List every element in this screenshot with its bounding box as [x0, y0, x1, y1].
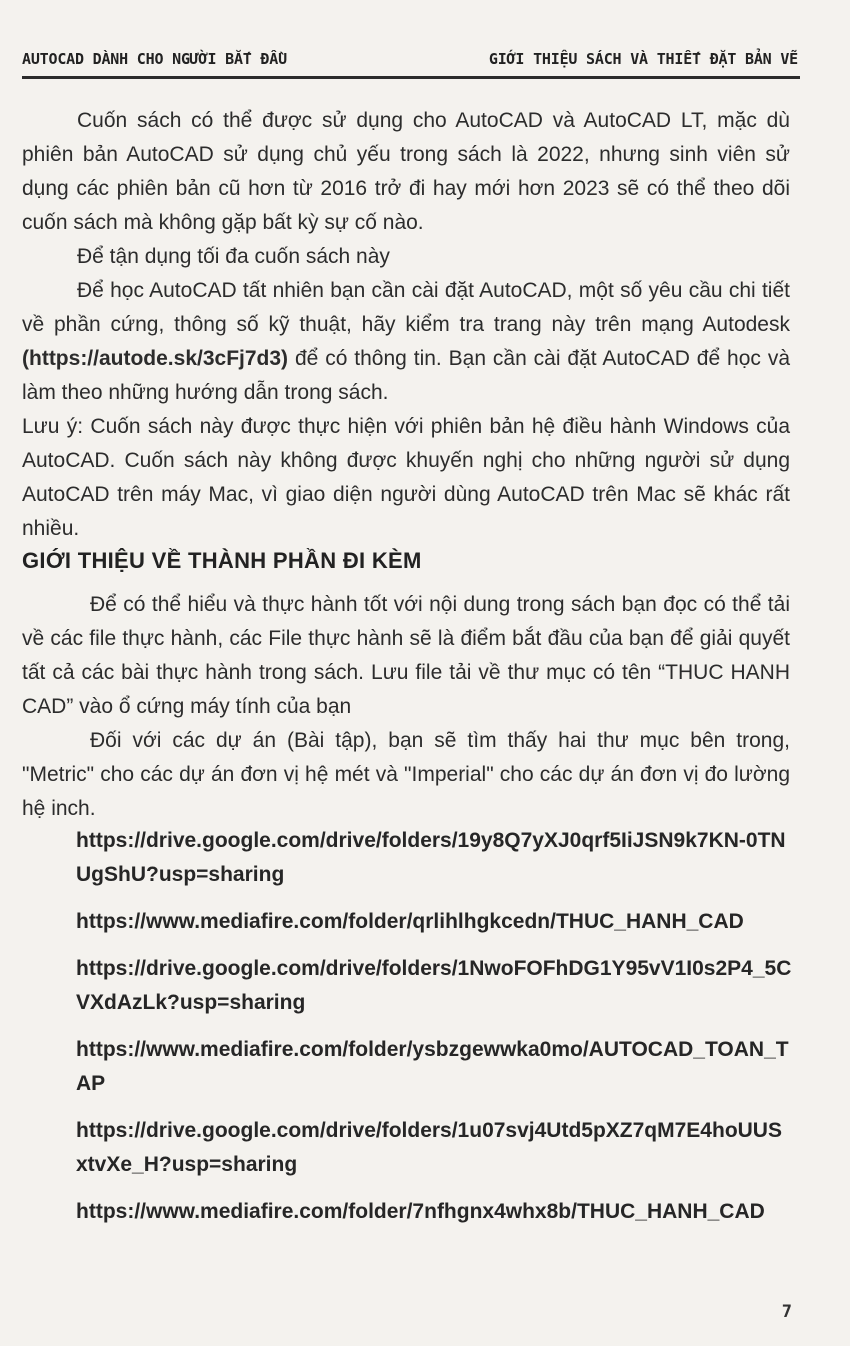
intro-paragraph: Cuốn sách có thể được sử dụng cho AutoCAD và AutoCAD LT, mặc dù phiên bản AutoCAD sử dụng chủ yếu trong sách là 2022, nhưng sinh viên sử dụng các phiên bản cũ hơn từ 2016 trở đi hay mới hơn 2023 sẽ có thể theo dõi cuốn sách mà không gặp bất kỳ sự cố nào. [22, 109, 790, 234]
download-paragraph: Để có thể hiểu và thực hành tốt với nội dung trong sách bạn đọc có thể tải về các file thực hành, các File thực hành sẽ là điểm bắt đầu của bạn để giải quyết tất cả các bài thực hành trong sách. Lưu file tải về thư mục có tên “THUC HANH CAD” vào ổ cứng máy tính của bạn [22, 593, 790, 718]
install-text-after: để có thông tin. Bạn cần cài đặt AutoCAD để học và làm theo những hướng dẫn trong sách. [22, 347, 790, 404]
link-google-drive-1[interactable]: https://drive.google.com/drive/folders/19y8Q7yXJ0qrf5IiJSN9k7KN-0TNUgShU?usp=sharing [76, 829, 786, 886]
components-section [22, 588, 790, 826]
header-book-title: AUTOCAD DÀNH CHO NGƯỜI BẮT ĐẦU [22, 50, 287, 68]
link-mediafire-2[interactable]: https://www.mediafire.com/folder/ysbzgewwka0mo/AUTOCAD_TOAN_TAP [76, 1038, 789, 1095]
install-paragraph [22, 274, 790, 410]
link-google-drive-3[interactable]: https://drive.google.com/drive/folders/1u07svj4Utd5pXZ7qM7E4hoUUSxtvXe_H?usp=sharing [76, 1119, 782, 1176]
download-links [76, 824, 792, 1242]
intro-section [22, 104, 790, 546]
link-mediafire-3[interactable]: https://www.mediafire.com/folder/7nfhgnx4whx8b/THUC_HANH_CAD [76, 1200, 765, 1223]
link-google-drive-2[interactable]: https://drive.google.com/drive/folders/1NwoFOFhDG1Y95vV1I0s2P4_5CVXdAzLk?usp=sharing [76, 957, 792, 1014]
subheading-make-most: Để tận dụng tối đa cuốn sách này [77, 245, 390, 268]
section-heading: GIỚI THIỆU VỀ THÀNH PHẦN ĐI KÈM [22, 548, 422, 573]
install-text-before: Để học AutoCAD tất nhiên bạn cần cài đặt AutoCAD, một số yêu cầu chi tiết về phần cứng, thông số kỹ thuật, hãy kiểm tra trang này trên mạng Autodesk [22, 279, 790, 336]
link-mediafire-1[interactable]: https://www.mediafire.com/folder/qrlihlhgkcedn/THUC_HANH_CAD [76, 910, 744, 933]
autodesk-link[interactable]: (https://autode.sk/3cFj7d3) [22, 347, 289, 370]
projects-paragraph: Đối với các dự án (Bài tập), bạn sẽ tìm thấy hai thư mục bên trong, "Metric" cho các dự án đơn vị hệ mét và "Imperial" cho các dự án đơn vị đo lường hệ inch. [22, 729, 790, 820]
header-divider [22, 76, 800, 79]
note-paragraph: Lưu ý: Cuốn sách này được thực hiện với phiên bản hệ điều hành Windows của AutoCAD. Cuốn sách này không được khuyến nghị cho những người sử dụng AutoCAD trên máy Mac, vì giao diện người dùng AutoCAD trên Mac sẽ khác rất nhiều. [22, 415, 790, 540]
page-number: 7 [781, 1302, 792, 1322]
running-header [22, 50, 798, 68]
header-chapter-title: GIỚI THIỆU SÁCH VÀ THIẾT ĐẶT BẢN VẼ [488, 50, 798, 68]
